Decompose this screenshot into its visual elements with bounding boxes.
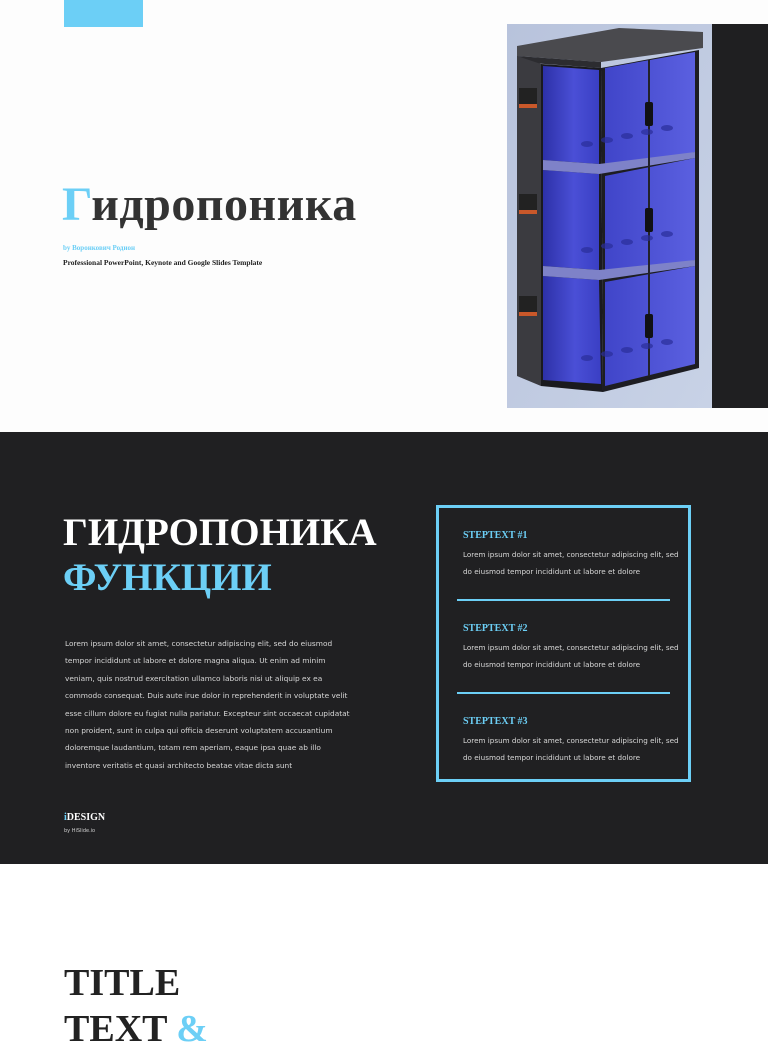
title-line-1: TITLE bbox=[64, 962, 181, 1004]
step-title: STEPTEXT #3 bbox=[463, 716, 528, 727]
brand-logo bbox=[64, 812, 105, 823]
hydroponic-cabinet-image bbox=[507, 24, 712, 408]
title-ampersand: & bbox=[176, 1008, 208, 1050]
heading-line-2: ФУНКЦИИ bbox=[63, 556, 272, 599]
step-text: Lorem ipsum dolor sit amet, consectetur adipiscing elit, sed do eiusmod tempor incididunt ut labore et dolore bbox=[463, 550, 679, 576]
template-subtitle: Professional PowerPoint, Keynote and Google Slides Template bbox=[63, 258, 263, 267]
photo-dark-strip bbox=[712, 24, 768, 408]
brand-initial: i bbox=[64, 812, 67, 823]
title-text-slide bbox=[0, 864, 768, 1050]
title-rest: идропоника bbox=[91, 178, 357, 231]
step-item bbox=[463, 530, 683, 580]
step-item bbox=[463, 716, 683, 766]
title-slide bbox=[0, 0, 768, 432]
features-heading bbox=[63, 510, 377, 600]
brand-credit: by HiSlide.io bbox=[64, 828, 96, 834]
step-divider bbox=[457, 599, 670, 601]
step-title: STEPTEXT #1 bbox=[463, 530, 528, 541]
slide-title bbox=[62, 176, 357, 234]
features-slide bbox=[0, 432, 768, 864]
step-title: STEPTEXT #2 bbox=[463, 623, 528, 634]
slide3-title bbox=[64, 960, 208, 1052]
step-item bbox=[463, 623, 683, 673]
step-text: Lorem ipsum dolor sit amet, consectetur adipiscing elit, sed do eiusmod tempor incididunt ut labore et dolore bbox=[463, 736, 679, 762]
heading-line-1: ГИДРОПОНИКА bbox=[63, 511, 377, 554]
step-text: Lorem ipsum dolor sit amet, consectetur adipiscing elit, sed do eiusmod tempor incididunt ut labore et dolore bbox=[463, 643, 679, 669]
author-line: by Воронкович Родион bbox=[63, 244, 136, 252]
title-initial: Г bbox=[62, 178, 92, 231]
title-line-2: TEXT bbox=[64, 1008, 167, 1050]
steps-box bbox=[436, 505, 691, 782]
features-paragraph: Lorem ipsum dolor sit amet, consectetur adipiscing elit, sed do eiusmod tempor incididunt ut labore et dolore magna aliqua. Ut enim ad minim veniam, quis nostrud exercitation ullamco laboris nisi ut aliquip ex ea commodo consequat. Duis aute irue dolor in reprehenderit in voluptate velit esse cillum dolore eu fugiat nulla pariatur. Excepteur sint occaecat cupidatat non proident, sunt in culpa qui officia deserunt voluptatem accusantium doloremque laudantium, totam rem aperiam, eaque ipsa quae ab illo inventore veritatis et quasi architecto beatae vitae dicta sunt bbox=[65, 639, 350, 770]
brand-name: DESIGN bbox=[66, 812, 106, 823]
accent-tab bbox=[64, 0, 143, 27]
step-divider bbox=[457, 692, 670, 694]
